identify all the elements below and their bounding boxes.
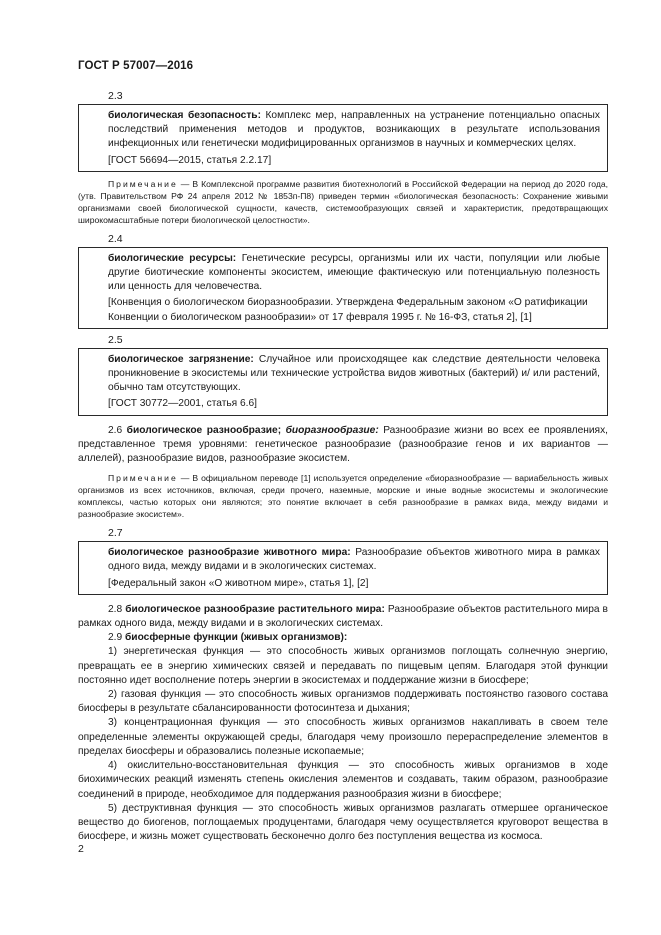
note-label: Примечание <box>108 473 178 484</box>
term-definition <box>108 546 600 574</box>
term-definition <box>108 252 600 295</box>
list-item: 1) энергетическая функция — это способность живых организмов поглощать солнечную энергию, превращать ее в энергию химических связей и передавать по пищевым цепям. Благодаря этой функции постоянно идет восполнение потерь энергии в экосистемах и поддержание жизни в биосфере; <box>78 646 608 686</box>
term-source: [ГОСТ 56694—2015, статья 2.2.17] <box>108 154 272 166</box>
definition: Генетические ресурсы, организмы или их части, популяции или любые другие биотические компоненты экосистем, имеющие фактическую или потенциальную полезность или ценность для человечества. <box>108 252 600 293</box>
term-box-2-4 <box>78 247 608 329</box>
term: биосферные функции (живых организмов): <box>125 632 348 644</box>
term: биологическое разнообразие растительного мира: <box>125 603 385 615</box>
definition: Разнообразие объектов животного мира в рамках одного вида, между видами и в экологических системах. <box>108 547 600 573</box>
term-box-2-3 <box>78 104 608 172</box>
term-definition <box>108 109 600 152</box>
term-box-2-5 <box>78 348 608 416</box>
item-number: 2.6 <box>108 424 123 436</box>
term: биологические ресурсы: <box>108 252 237 264</box>
note <box>78 472 608 520</box>
item-number: 2.4 <box>108 232 123 245</box>
document-body <box>78 89 608 844</box>
item-number: 2.3 <box>108 90 123 102</box>
term-definition <box>108 353 600 396</box>
term: биологическое загрязнение: <box>108 353 254 365</box>
term-heading-2-9 <box>78 631 608 645</box>
term-synonym: биоразнообразие: <box>285 424 379 436</box>
item-number: 2.5 <box>108 333 123 346</box>
term-source: [Федеральный закон «О животном мире», статья 1], [2] <box>108 577 369 589</box>
page-number: 2 <box>78 843 84 855</box>
list-item: 3) концентрационная функция — это способность живых организмов накапливать в своем теле определенные элементы окружающей среды, благодаря чему произошло перераспределение элементов в пределах биосферы и образовались полезные ископаемые; <box>78 717 608 757</box>
item-number: 2.9 <box>108 632 123 644</box>
definition: Случайное или происходящее как следствие деятельности человека проникновение в экосистемы или технические устройства видов животных (бактерий) и/ или растений, обычно там отсутствующих. <box>108 353 600 394</box>
note <box>78 178 608 226</box>
definition: Разнообразие объектов растительного мира в рамках одного вида, между видами и в экологических системах. <box>78 603 608 630</box>
term: биологическое разнообразие животного мира: <box>108 547 351 559</box>
item-number: 2.8 <box>108 603 123 615</box>
term-box-2-7 <box>78 541 608 595</box>
note-text: — В Комплексной программе развития биотехнологий в Российской Федерации на период до 2020 года, (утв. Правительством РФ 24 апреля 2012 № 1853п-П8) приведен термин «биологическая безопасность: Сохранение живыми организмами своей биологической сущности, качеств, системообразующих связей и характеристик, предотвращающих широкомасштабные потери биологической целостности». <box>78 178 608 225</box>
item-number: 2.7 <box>108 527 123 540</box>
definition: Разнообразие жизни во всех ее проявлениях, представленное тремя уровнями: генетическое разнообразие (разнообразие генов и их вариантов — аллелей), разнообразие видов, разнообразие экосистем. <box>78 424 608 465</box>
term: биологическая безопасность: <box>108 110 261 121</box>
term-source: [ГОСТ 30772—2001, статья 6.6] <box>108 398 258 410</box>
term: биологическое разнообразие; <box>126 424 282 436</box>
document-header: ГОСТ Р 57007—2016 <box>78 60 194 72</box>
list-item: 2) газовая функция — это способность живых организмов поддерживать постоянство газового состава биосферы в результате сбалансированности фотосинтеза и дыхания; <box>78 689 608 715</box>
definition: Комплекс мер, направленных на устранение потенциально опасных последствий применения методов и продуктов, возникающих в результате использования инфекционных или генетически модифицированных организмов в научных и коммерческих целях. <box>108 110 600 150</box>
list-item: 4) окислительно-восстановительная функция — это способность живых организмов в ходе биохимических реакций изменять степень окисления элементов и создавать, таким образом, разнообразие соединений в природе, необходимое для поддержания разнообразия жизни в биосфере; <box>78 760 608 800</box>
list-item: 5) деструктивная функция — это способность живых организмов разлагать отмершее органическое вещество до биогенов, поглощаемых продуцентами, благодаря чему осуществляется круговорот вещества в биосфере, и жизнь может существовать бесконечно долго без поступления вещества из космоса. <box>78 802 608 843</box>
term-source: [Конвенция о биологическом биоразнообразии. Утверждена Федеральным законом «О ратификации Конвенции о биологическом разнообразии» от 17 февраля 1995 г. № 16-ФЗ, статья 2], [1] <box>108 297 588 323</box>
term-definition-2-8 <box>78 603 608 631</box>
note-text: — В официальном переводе [1] используется определение «биоразнообразие — вариабельность живых организмов из всех источников, включая, среди прочего, наземные, морские и иные водные экосистемы и экологические комплексы, частью которых они являются; это понятие включает в себя разнообразие в рамках вида, между видами и разнообразие экосистем». <box>78 473 608 520</box>
term-definition-2-6 <box>78 424 608 467</box>
note-label: Примечание <box>108 178 178 189</box>
